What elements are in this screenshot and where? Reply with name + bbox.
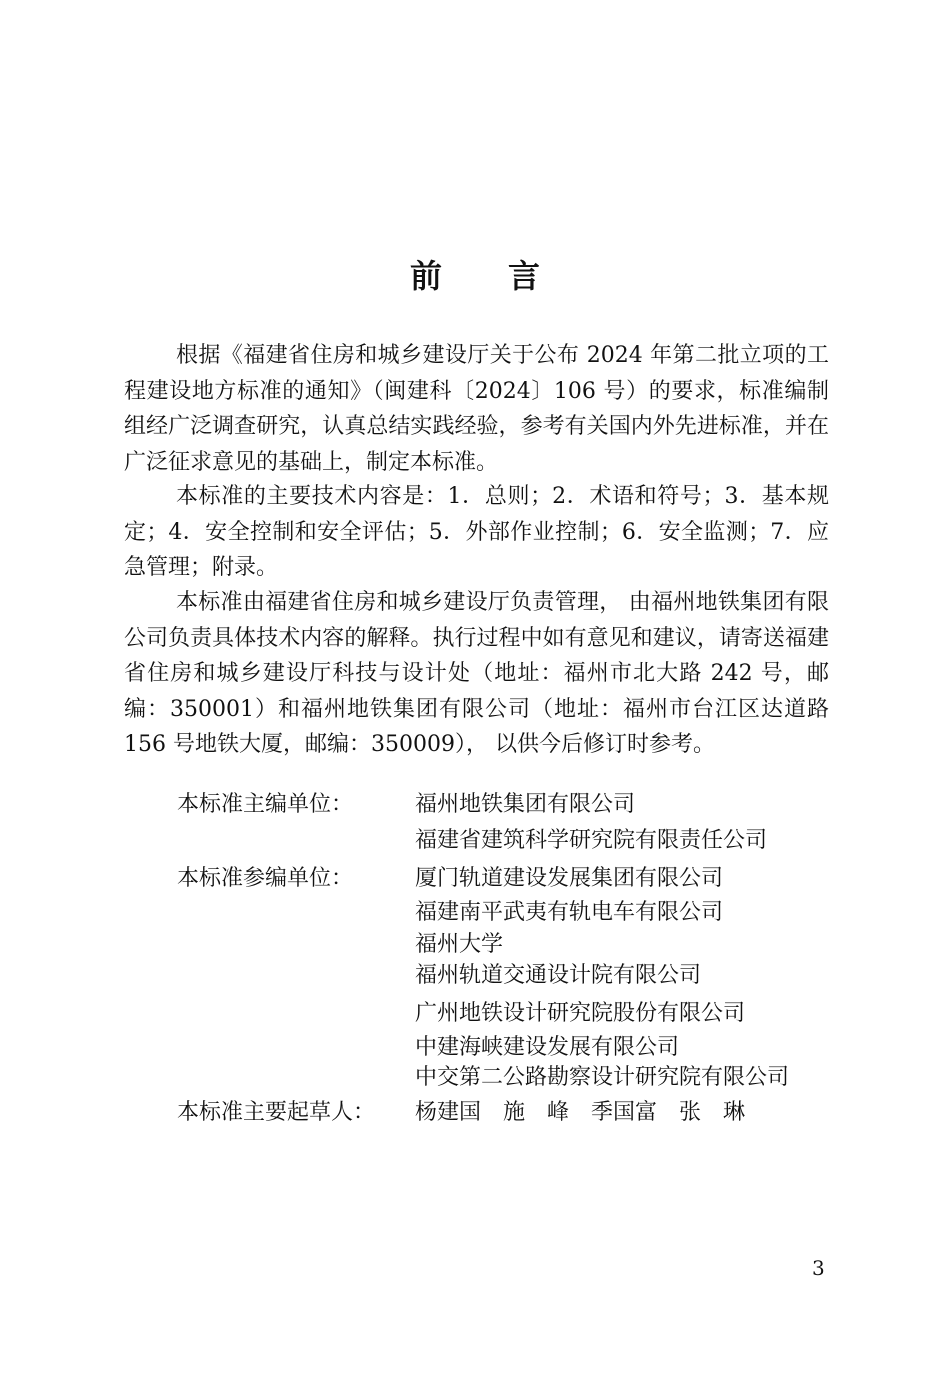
participating-row [177,898,723,928]
participating-unit: 中交第二公路勘察设计研究院有限公司 [415,1065,790,1090]
participating-row [177,999,745,1029]
participating-unit: 广州地铁设计研究院股份有限公司 [415,1001,746,1026]
drafters-row [177,1098,745,1128]
chief-editor-row [177,826,767,856]
participating-unit: 厦门轨道建设发展集团有限公司 [415,866,724,891]
foreword-paragraph-3: 本标准由福建省住房和城乡建设厅负责管理， 由福州地铁集团有限公司负责具体技术内容的解释。执行过程中如有意见和建议，请寄送福建省住房和城乡建设厅科技与设计处（地址：福州市北大路 242 号，邮编：350001）和福州地铁集团有限公司（地址：福州市台江区达道路 156 号地铁大厦，邮编：350009）， 以供今后修订时参考。 [124,590,829,757]
chief-editor-unit: 福建省建筑科学研究院有限责任公司 [415,828,768,853]
chief-editor-row [177,790,635,820]
page-number: 3 [812,1256,825,1280]
chief-editor-label: 本标准主编单位： [177,792,354,817]
participating-unit: 中建海峡建设发展有限公司 [415,1035,680,1060]
participating-unit: 福建南平武夷有轨电车有限公司 [415,900,724,925]
chief-editor-unit: 福州地铁集团有限公司 [415,792,636,817]
participating-row [177,961,701,991]
participating-unit: 福州轨道交通设计院有限公司 [415,963,702,988]
page-title: 前言 [409,257,606,295]
participating-row [177,1033,679,1063]
foreword-paragraph-1: 根据《福建省住房和城乡建设厅关于公布 2024 年第二批立项的工程建设地方标准的通知》（闽建科〔2024〕106 号）的要求，标准编制组经广泛调查研究，认真总结实践经验，参考有关国内外先进标准，并在广泛征求意见的基础上，制定本标准。 [124,343,829,475]
participating-row [177,930,503,960]
foreword-paragraph-2: 本标准的主要技术内容是：1．总则；2．术语和符号；3．基本规定；4．安全控制和安全评估；5．外部作业控制；6．安全监测；7．应急管理；附录。 [124,484,829,580]
participating-unit: 福州大学 [415,932,504,957]
participating-label: 本标准参编单位： [177,866,354,891]
participating-row [177,1063,789,1093]
drafters-label: 本标准主要起草人： [177,1100,376,1125]
participating-row [177,864,723,894]
drafters-names: 杨建国 施 峰 季国富 张 琳 [415,1100,746,1125]
